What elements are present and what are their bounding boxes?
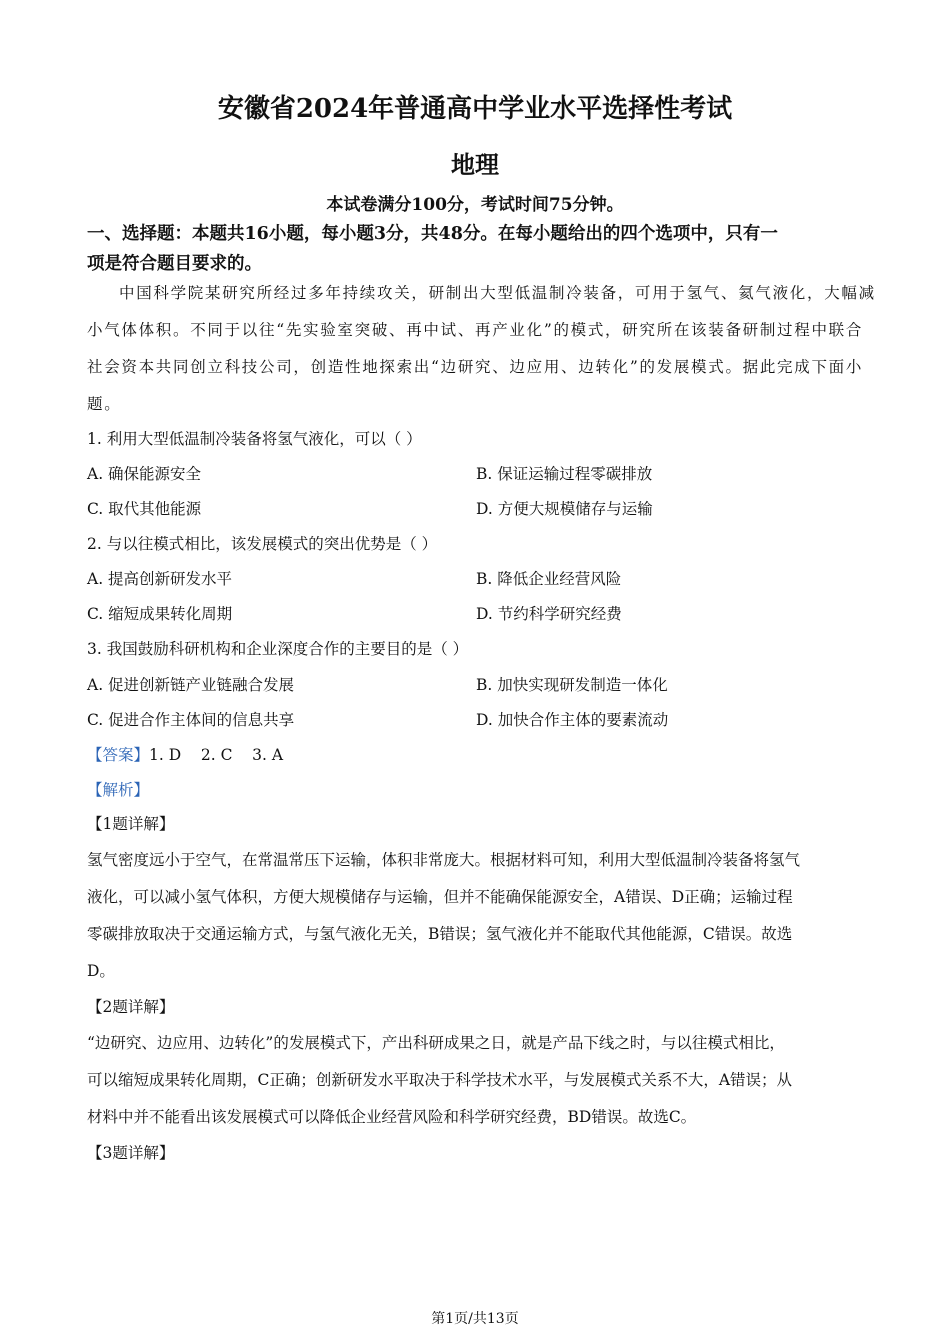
question-1-stem: 1. 利用大型低温制冷装备将氢气液化，可以（ ） [87,430,422,448]
q1-analysis-line: 液化，可以减小氢气体积，方便大规模储存与运输，但并不能确保能源安全，A错误、D正确；运输过程 [87,888,793,906]
question-3-option-c: C. 促进合作主体间的信息共享 [87,711,295,729]
q1-analysis-heading: 【1题详解】 [87,815,175,833]
q1-analysis-line: 氢气密度远小于空气，在常温常压下运输，体积非常庞大。根据材料可知，利用大型低温制冷装备将氢气 [87,851,801,869]
question-1-option-a: A. 确保能源安全 [87,465,202,483]
q3-analysis-heading: 【3题详解】 [87,1144,175,1162]
section-heading-line2: 项是符合题目要求的。 [87,254,262,274]
q2-analysis-line: 材料中并不能看出该发展模式可以降低企业经营风险和科学研究经费，BD错误。故选C。 [87,1108,697,1126]
answer-tag: 【答案】 [87,746,150,764]
passage-line: 社会资本共同创立科技公司，创造性地探索出“边研究、边应用、边转化”的发展模式。据此完成下面小 [87,358,864,376]
exam-note: 本试卷满分100分，考试时间75分钟。 [326,195,624,215]
question-2-option-d: D. 节约科学研究经费 [476,605,622,623]
question-2-option-c: C. 缩短成果转化周期 [87,605,233,623]
analysis-tag: 【解析】 [87,781,150,799]
question-3-option-d: D. 加快合作主体的要素流动 [476,711,669,729]
q2-analysis-line: 可以缩短成果转化周期，C正确；创新研发水平取决于科学技术水平，与发展模式关系不大，A错误；从 [87,1071,793,1089]
q2-analysis-line: “边研究、边应用、边转化”的发展模式下，产出科研成果之日，就是产品下线之时，与以往模式相比， [87,1034,785,1052]
question-2-stem: 2. 与以往模式相比，该发展模式的突出优势是（ ） [87,535,438,553]
question-2-option-a: A. 提高创新研发水平 [87,570,233,588]
q1-analysis-line: 零碳排放取决于交通运输方式，与氢气液化无关，B错误；氢气液化并不能取代其他能源，C错误。故选 [87,925,793,943]
question-1-option-d: D. 方便大规模储存与运输 [476,500,653,518]
question-1-option-c: C. 取代其他能源 [87,500,202,518]
passage-line: 题。 [87,395,122,413]
question-3-stem: 3. 我国鼓励科研机构和企业深度合作的主要目的是（ ） [87,640,469,658]
passage-line: 小气体体积。不同于以往“先实验室突破、再中试、再产业化”的模式，研究所在该装备研制过程中联合 [87,321,864,339]
answer-line [87,743,283,765]
question-3-option-a: A. 促进创新链产业链融合发展 [87,676,295,694]
q1-analysis-line: D。 [87,962,115,980]
section-heading-line1: 一、选择题：本题共16小题，每小题3分，共48分。在每小题给出的四个选项中，只有一 [87,224,778,244]
answer-text: 1. D 2. C 3. A [149,746,284,764]
subject-title: 地理 [451,150,499,179]
q2-analysis-heading: 【2题详解】 [87,998,175,1016]
question-2-option-b: B. 降低企业经营风险 [476,570,622,588]
exam-title: 安徽省2024年普通高中学业水平选择性考试 [217,94,733,124]
passage-line: 中国科学院某研究所经过多年持续攻关，研制出大型低温制冷装备，可用于氢气、氦气液化，大幅减 [119,284,876,302]
question-3-option-b: B. 加快实现研发制造一体化 [476,676,668,694]
page-footer: 第1页/共13页 [431,1311,519,1327]
question-1-option-b: B. 保证运输过程零碳排放 [476,465,653,483]
